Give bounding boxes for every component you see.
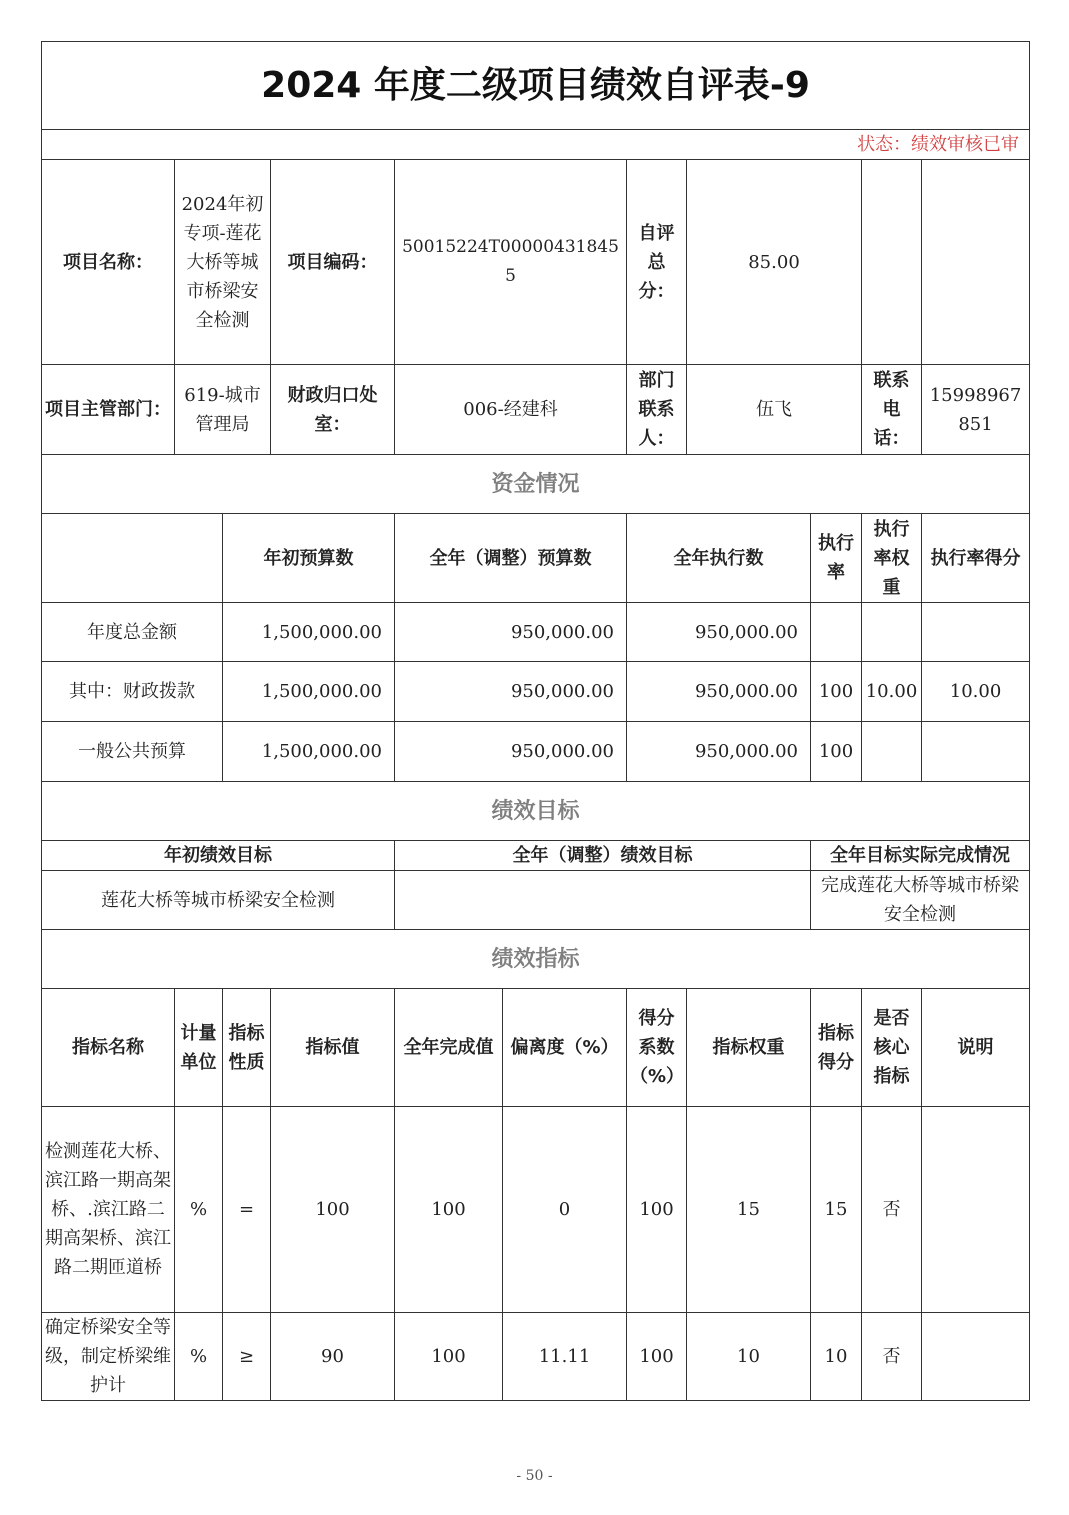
goals-adjusted [395, 871, 811, 930]
project-code-label: 项目编码： [271, 160, 395, 365]
self-score-label: 自评总分： [627, 160, 687, 365]
funds-header-initial: 年初预算数 [223, 514, 395, 603]
project-code-value: 50015224T000004318455 [395, 160, 627, 365]
funds-executed: 950,000.00 [627, 722, 811, 782]
ind-actual: 100 [395, 1107, 503, 1313]
funds-adjusted: 950,000.00 [395, 722, 627, 782]
ind-header-nature: 指标性质 [223, 989, 271, 1107]
ind-core: 否 [862, 1107, 922, 1313]
ind-header-unit: 计量单位 [175, 989, 223, 1107]
table-row [42, 1313, 1030, 1401]
goals-initial: 莲花大桥等城市桥梁安全检测 [42, 871, 395, 930]
ind-header-coef: 得分系数（%） [627, 989, 687, 1107]
funds-executed: 950,000.00 [627, 603, 811, 662]
funds-section-title: 资金情况 [42, 455, 1030, 514]
finance-value: 006-经建科 [395, 365, 627, 455]
funds-header-executed: 全年执行数 [627, 514, 811, 603]
ind-header-score: 指标得分 [811, 989, 862, 1107]
funds-score: 10.00 [922, 662, 1030, 722]
ind-note [922, 1107, 1030, 1313]
ind-note [922, 1313, 1030, 1401]
goals-header-actual: 全年目标实际完成情况 [811, 841, 1030, 871]
funds-rate: 100 [811, 722, 862, 782]
ind-header-actual: 全年完成值 [395, 989, 503, 1107]
funds-header-adjusted: 全年（调整）预算数 [395, 514, 627, 603]
funds-rate [811, 603, 862, 662]
table-row [42, 603, 1030, 662]
ind-weight: 10 [687, 1313, 811, 1401]
ind-header-weight: 指标权重 [687, 989, 811, 1107]
ind-header-core: 是否核心指标 [862, 989, 922, 1107]
funds-row-label: 一般公共预算 [42, 722, 223, 782]
evaluation-table [41, 41, 1030, 1401]
ind-core: 否 [862, 1313, 922, 1401]
funds-initial: 1,500,000.00 [223, 662, 395, 722]
project-name-value: 2024年初专项-莲花大桥等城市桥梁安全检测 [175, 160, 271, 365]
funds-header-rate: 执行率 [811, 514, 862, 603]
table-row [42, 722, 1030, 782]
goals-header-adjusted: 全年（调整）绩效目标 [395, 841, 811, 871]
funds-weight [862, 722, 922, 782]
funds-weight [862, 603, 922, 662]
goals-actual: 完成莲花大桥等城市桥梁安全检测 [811, 871, 1030, 930]
ind-nature: ≥ [223, 1313, 271, 1401]
dept-value: 619-城市管理局 [175, 365, 271, 455]
ind-name: 确定桥梁安全等级，制定桥梁维护计 [42, 1313, 175, 1401]
ind-header-target: 指标值 [271, 989, 395, 1107]
ind-header-name: 指标名称 [42, 989, 175, 1107]
funds-header-weight: 执行率权重 [862, 514, 922, 603]
funds-adjusted: 950,000.00 [395, 662, 627, 722]
ind-coef: 100 [627, 1107, 687, 1313]
ind-name: 检测莲花大桥、滨江路一期高架桥、.滨江路二期高架桥、滨江路二期匝道桥 [42, 1107, 175, 1313]
goals-section-title: 绩效目标 [42, 782, 1030, 841]
ind-target: 100 [271, 1107, 395, 1313]
page-number: - 50 - [516, 1468, 553, 1484]
ind-unit: % [175, 1107, 223, 1313]
phone-value: 15998967851 [922, 365, 1030, 455]
page-title: 2024 年度二级项目绩效自评表-9 [42, 42, 1030, 130]
ind-header-note: 说明 [922, 989, 1030, 1107]
ind-deviation: 11.11 [503, 1313, 627, 1401]
indicators-section-title: 绩效指标 [42, 930, 1030, 989]
ind-target: 90 [271, 1313, 395, 1401]
funds-weight: 10.00 [862, 662, 922, 722]
ind-actual: 100 [395, 1313, 503, 1401]
funds-score [922, 603, 1030, 662]
ind-deviation: 0 [503, 1107, 627, 1313]
funds-initial: 1,500,000.00 [223, 603, 395, 662]
phone-label: 联系电话： [862, 365, 922, 455]
ind-unit: % [175, 1313, 223, 1401]
contact-label: 部门联系人： [627, 365, 687, 455]
self-score-value: 85.00 [687, 160, 862, 365]
contact-value: 伍飞 [687, 365, 862, 455]
ind-score: 15 [811, 1107, 862, 1313]
funds-adjusted: 950,000.00 [395, 603, 627, 662]
funds-rate: 100 [811, 662, 862, 722]
goals-header-initial: 年初绩效目标 [42, 841, 395, 871]
ind-coef: 100 [627, 1313, 687, 1401]
table-row [42, 1107, 1030, 1313]
table-row [42, 662, 1030, 722]
status-badge: 状态：绩效审核已审 [42, 130, 1030, 160]
ind-nature: = [223, 1107, 271, 1313]
funds-executed: 950,000.00 [627, 662, 811, 722]
funds-row-label: 年度总金额 [42, 603, 223, 662]
ind-header-deviation: 偏离度（%） [503, 989, 627, 1107]
ind-weight: 15 [687, 1107, 811, 1313]
funds-header-score: 执行率得分 [922, 514, 1030, 603]
ind-score: 10 [811, 1313, 862, 1401]
funds-row-label: 其中：财政拨款 [42, 662, 223, 722]
funds-initial: 1,500,000.00 [223, 722, 395, 782]
finance-label: 财政归口处室： [271, 365, 395, 455]
dept-label: 项目主管部门： [42, 365, 175, 455]
project-name-label: 项目名称： [42, 160, 175, 365]
funds-score [922, 722, 1030, 782]
